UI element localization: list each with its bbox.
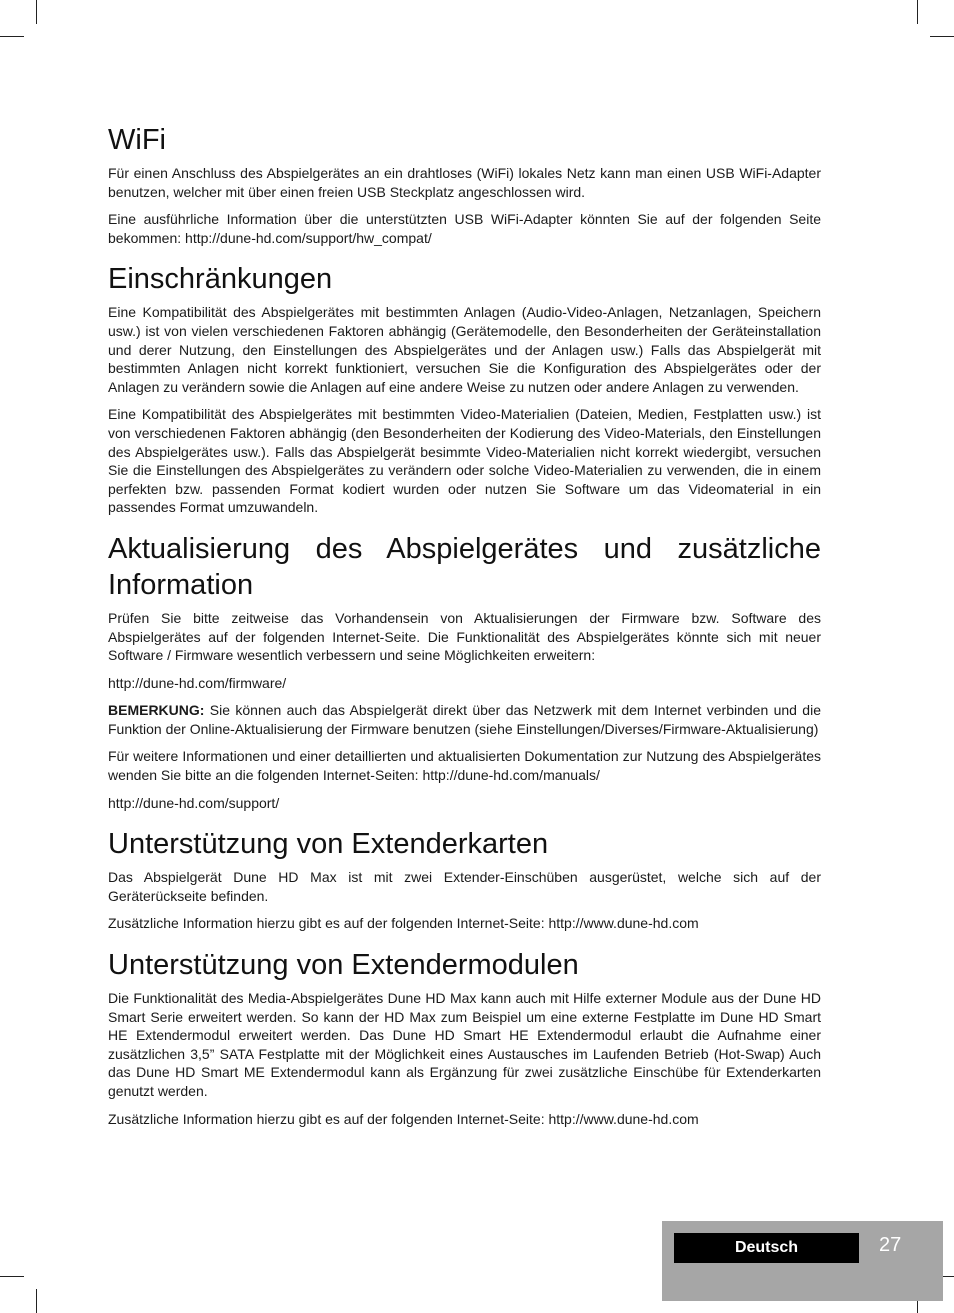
paragraph: Das Abspielgerät Dune HD Max ist mit zwei Extender-Einschüben ausgerüstet, welche sich auf der Geräterückseite befinden. — [108, 869, 821, 904]
heading-aktualisierung: Aktualisierung des Abspielgerätes und zusätzliche Information — [108, 532, 821, 601]
heading-einschraenkungen: Einschränkungen — [108, 263, 333, 296]
section-einschraenkungen — [108, 261, 821, 517]
crop-mark — [36, 0, 37, 24]
section-wifi — [108, 122, 821, 247]
heading-extenderkarten: Unterstützung von Extenderkarten — [108, 828, 549, 861]
section-aktualisierung — [108, 531, 821, 812]
paragraph: Für einen Anschluss des Abspielgerätes an ein drahtloses (WiFi) lokales Netz kann man einen USB WiFi-Adapter benutzen, welcher mit über einen freien USB Steckplatz angeschlossen wird. — [108, 165, 821, 200]
language-label: Deutsch — [674, 1233, 859, 1263]
crop-mark — [0, 1276, 24, 1277]
paragraph: Zusätzliche Information hierzu gibt es auf der folgenden Internet-Seite: http://www.dune-hd.com — [108, 915, 699, 932]
paragraph: Zusätzliche Information hierzu gibt es auf der folgenden Internet-Seite: http://www.dune-hd.com — [108, 1110, 699, 1127]
support-url: http://dune-hd.com/support/ — [108, 794, 280, 811]
crop-mark — [930, 36, 954, 37]
page-content — [108, 122, 821, 1137]
note-label: BEMERKUNG: — [108, 702, 205, 719]
page-footer — [662, 1221, 943, 1301]
page-number: 27 — [879, 1234, 902, 1256]
paragraph: Eine ausführliche Information über die unterstützten USB WiFi-Adapter könnten Sie auf der folgenden Seite bekommen: http://dune-hd.com/support/hw_compat/ — [108, 211, 821, 246]
crop-mark — [0, 36, 24, 37]
paragraph: Die Funktionalität des Media-Abspielgerätes Dune HD Max kann auch mit Hilfe externer Module aus der Dune HD Smart Serie erweitert werden. So kann der HD Max zum Beispiel um eine externe Festplatte im Dune HD Smart HE Extendermodul erweitert werden. Das Dune HD Smart HE Extendermodul erlaubt die Aufnahme einer zusätzlichen 3,5” SATA Festplatte mit der Möglichkeit eines Austausches im Laufenden Betrieb (Hot-Swap) Auch das Dune HD Smart ME Extendermodul kann als Ergänzung für zwei zusätzliche Einschübe für Extenderkarten genutzt werden. — [108, 990, 821, 1099]
heading-wifi: WiFi — [108, 124, 166, 156]
section-extendermodule — [108, 947, 821, 1128]
paragraph: Für weitere Informationen und einer detaillierten und aktualisierten Dokumentation zur Nutzung des Abspielgerätes wenden Sie bitte an die folgenden Internet-Seiten: http://dune-hd.com/manuals/ — [108, 748, 821, 784]
crop-mark — [917, 0, 918, 24]
heading-extendermodule: Unterstützung von Extendermodulen — [108, 949, 579, 982]
paragraph: Prüfen Sie bitte zeitweise das Vorhandensein von Aktualisierungen der Firmware bzw. Software des Abspielgerätes auf der folgenden Internet-Seite. Die Funktionalität des Abspielgerätes könnte sich mit neuer Software / Firmware wesentlich verbessern und seine Möglichkeiten erweitern: — [108, 609, 821, 664]
note-paragraph — [108, 701, 821, 738]
paragraph: Eine Kompatibilität des Abspielgerätes mit bestimmten Video-Materialien (Dateien, Medien, Festplatten usw.) ist von verschiedenen Faktoren abhängig (den Besonderheiten der Kodierung des Video-Materials, den Einstellungen des Abspielgerätes usw.). Falls das Abspielgerät besimmte Video-Materialien nicht korrekt wiedergibt, versuchen Sie die Einstellungen des Abspielgerätes zu verändern oder solche Video-Materialien zu verwenden, die in einem perfekten bzw. passenden Format kodiert wurden oder nutzen Sie Software um das Videomaterial in ein passendes Format umzuwandeln. — [108, 406, 821, 516]
note-text: Sie können auch das Abspielgerät direkt über das Netzwerk mit dem Internet verbinden und die Funktion der Online-Aktualisierung der Firmware benutzen (siehe Einstellungen/Diverses/Firmware-Aktualisierung) — [108, 702, 821, 737]
paragraph: Eine Kompatibilität des Abspielgerätes mit bestimmten Anlagen (Audio-Video-Anlagen, Netzanlagen, Speichern usw.) ist von vielen verschiedenen Faktoren abhängig (Gerätemodelle, den Besonderheiten der Geräteinstallation und derer Nutzung, den Einstellungen des Abspielgerätes und der Anlagen usw.) Falls das Abspielgerät mit bestimmten Anlagen nicht korrekt funktioniert, versuchen Sie die Konfiguration des Abspielgerätes oder der Anlagen zu verändern sowie die Anlagen auf eine andere Weise zu nutzen oder andere Anlagen zu verwenden. — [108, 304, 821, 395]
crop-mark — [36, 1289, 37, 1313]
firmware-url: http://dune-hd.com/firmware/ — [108, 674, 287, 691]
section-extenderkarten — [108, 826, 821, 933]
